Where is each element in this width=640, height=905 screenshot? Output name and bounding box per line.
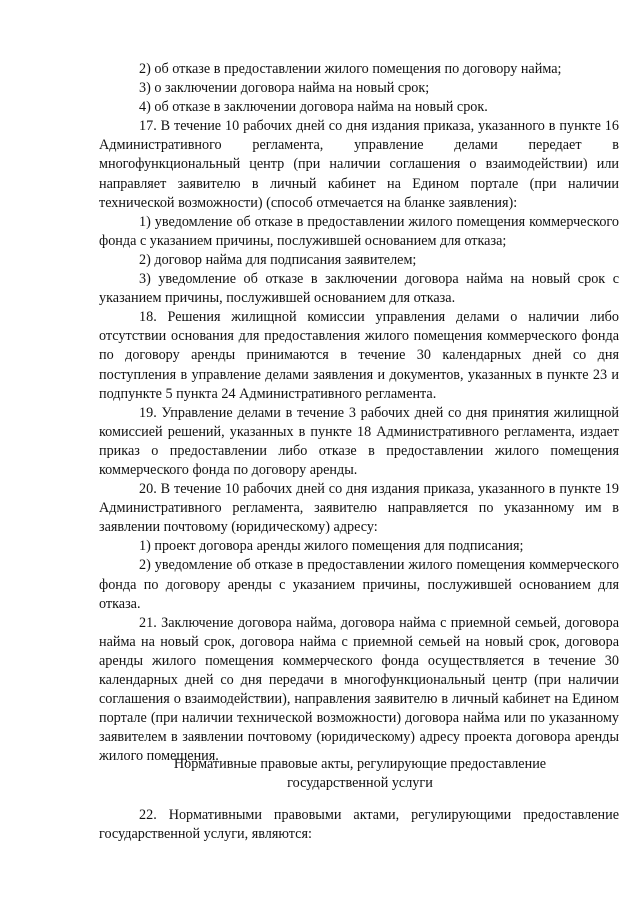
paragraph: 2) договор найма для подписания заявителем; <box>139 251 417 268</box>
paragraph: 2) уведомление об отказе в предоставлении жилого помещения коммерческого фонда по договору аренды с указанием причины, послужившей основанием для отказа. <box>99 557 619 612</box>
paragraph: 4) об отказе в заключении договора найма на новый срок. <box>139 99 488 116</box>
paragraph: 3) о заключении договора найма на новый срок; <box>139 80 430 97</box>
paragraph: 3) уведомление об отказе в заключении договора найма на новый срок с указанием причины, послужившей основанием для отказа. <box>99 271 619 307</box>
paragraph: 17. В течение 10 рабочих дней со дня издания приказа, указанного в пункте 16 Административного регламента, управление делами передает в многофункциональный центр (при наличии соглашения о взаимодействии) или направляет заявителю в личный кабинет на Едином портале (при наличии технической возможности) (способ отмечается на бланке заявления): <box>99 118 619 211</box>
paragraph: 1) проект договора аренды жилого помещения для подписания; <box>139 538 524 555</box>
paragraph: 2) об отказе в предоставлении жилого помещения по договору найма; <box>139 61 562 77</box>
section-heading <box>120 755 600 793</box>
paragraph: 18. Решения жилищной комиссии управления делами о наличии либо отсутствии основания для предоставления жилого помещения коммерческого фонда по договору аренды принимаются в течение 30 календарных дней со дня поступления в управление делами заявления и документов, указанных в пункте 23 и подпункте 5 пункта 24 Административного регламента. <box>99 309 619 402</box>
section-heading-line: государственной услуги <box>287 775 433 792</box>
paragraph: 22. Нормативными правовыми актами, регулирующими предоставление государственной услуги, являются: <box>99 807 619 843</box>
closing-section <box>99 806 619 844</box>
section-heading-line: Нормативные правовые акты, регулирующие предоставление <box>173 756 547 772</box>
paragraph: 19. Управление делами в течение 3 рабочих дней со дня принятия жилищной комиссией решений, указанных в пункте 18 Административного регламента, издает приказ о предоставлении либо отказе в предоставлении жилого помещения коммерческого фонда по договору аренды. <box>99 404 619 478</box>
paragraph: 21. Заключение договора найма, договора найма с приемной семьей, договора найма на новый срок, договора найма с приемной семьей на новый срок, договора аренды жилого помещения коммерческого фонда осуществляется в течение 30 календарных дней со дня передачи в многофункциональный центр (при наличии соглашения о взаимодействии), направления заявителю в личный кабинет на Едином портале (при наличии технической возможности) договора найма или по указанному заявителем в заявлении почтовому (юридическому) адресу проекта договора аренды жилого помещения. <box>99 614 619 765</box>
document-body <box>99 60 619 766</box>
paragraph: 20. В течение 10 рабочих дней со дня издания приказа, указанного в пункте 19 Административного регламента, заявителю направляется по указанному им в заявлении почтовому (юридическому) адресу: <box>99 481 619 536</box>
paragraph: 1) уведомление об отказе в предоставлении жилого помещения коммерческого фонда с указанием причины, послужившей основанием для отказа; <box>99 213 619 249</box>
